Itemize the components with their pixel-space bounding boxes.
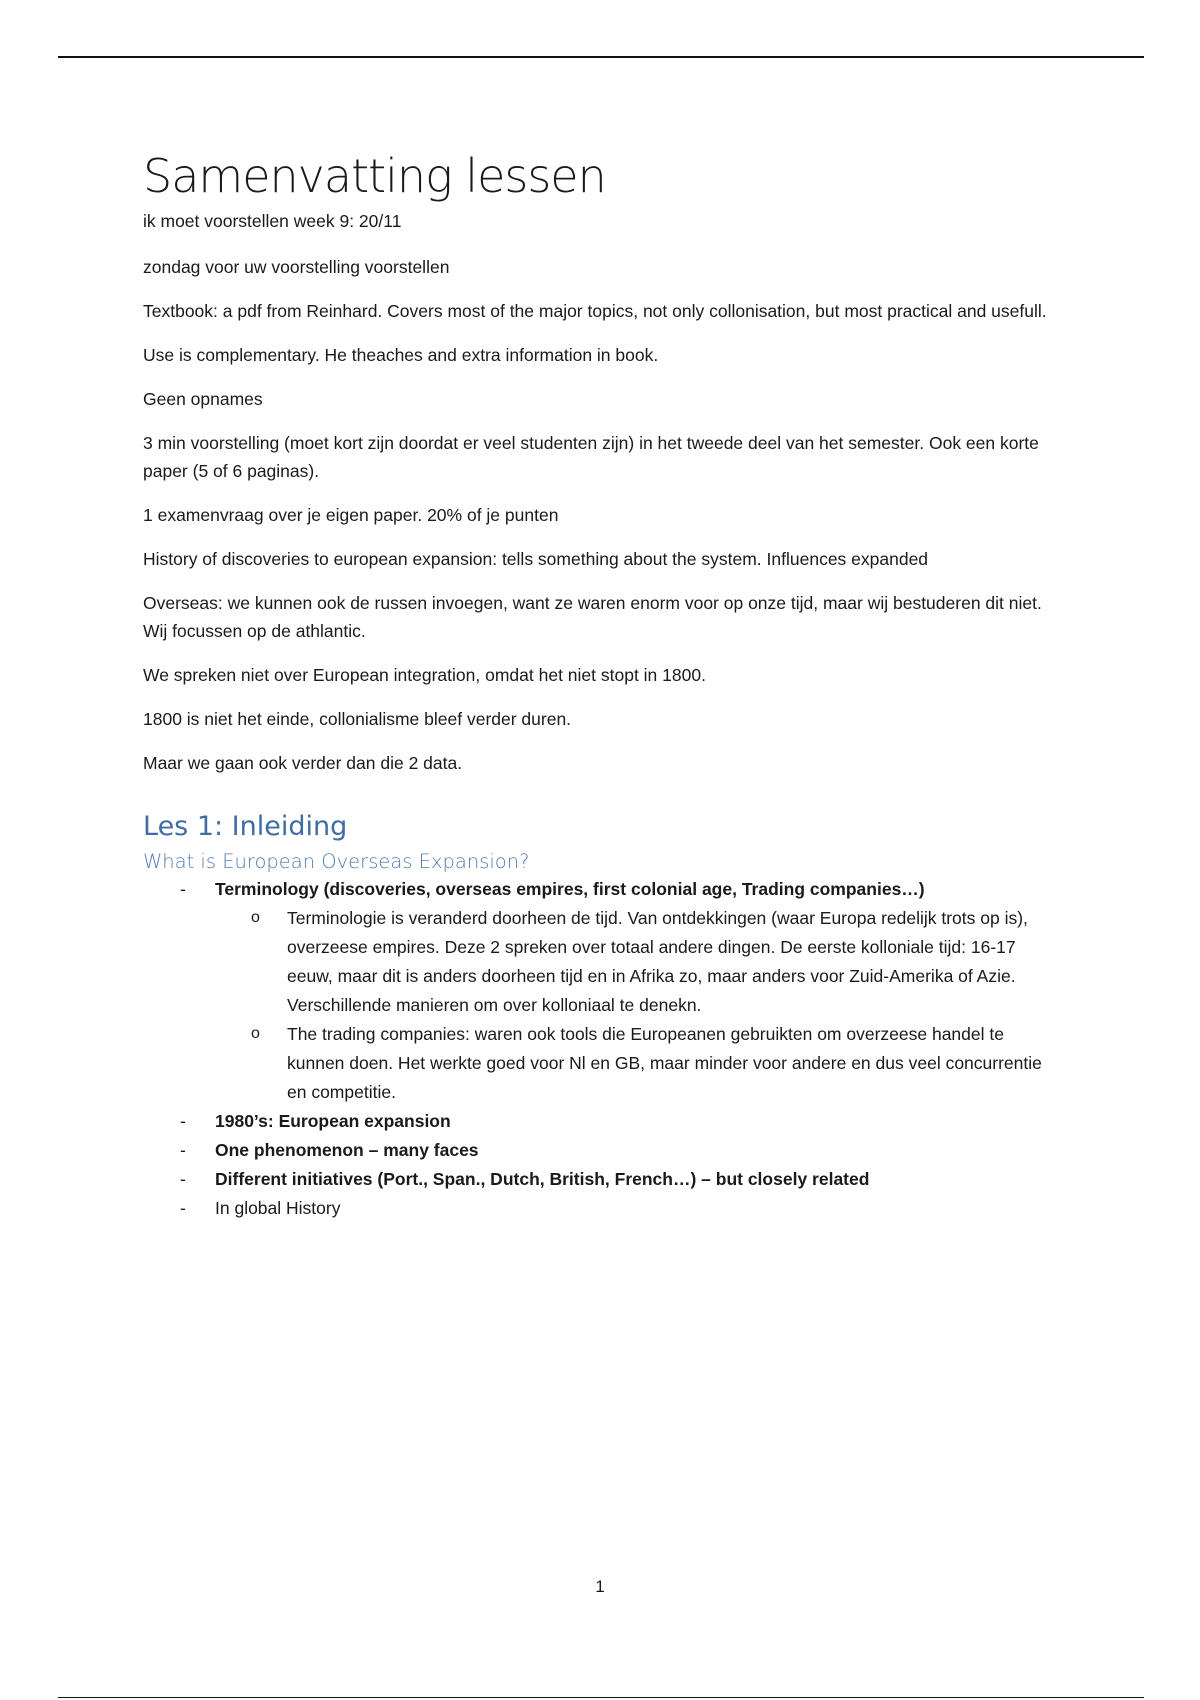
paragraph: Textbook: a pdf from Reinhard. Covers most of the major topics, not only collonisation, but most practical and usefull. [143, 300, 1047, 321]
list-item-text: Terminology (discoveries, overseas empires, first colonial age, Trading companies…) [215, 878, 925, 899]
list-item [143, 1107, 1063, 1136]
section-subheading: What is European Overseas Expansion? [143, 849, 530, 873]
list-item [143, 1194, 1063, 1223]
list-item-text: 1980’s: European expansion [215, 1110, 451, 1131]
paragraph: History of discoveries to european expansion: tells something about the system. Influences expanded [143, 548, 929, 569]
list-item [143, 1165, 1063, 1194]
list-item [143, 875, 1063, 1107]
footer-rule [58, 1697, 1144, 1698]
sub-list-item: o Terminologie is veranderd doorheen de tijd. Van ontdekkingen (waar Europa redelijk trots op is), overzeese empires. Deze 2 spreken over totaal andere dingen. De eerste kolloniale tijd: 16-17 eeuw, maar dit is anders doorheen tijd en in Afrika zo, maar anders voor Zuid-Amerika of Azie. Verschillende manieren om over kolloniaal te denekn. [215, 904, 1063, 1020]
paragraph: zondag voor uw voorstelling voorstellen [143, 256, 450, 277]
list-item-text: One phenomenon – many faces [215, 1139, 479, 1160]
list-item-text: Different initiatives (Port., Span., Dutch, British, French…) – but closely related [215, 1168, 870, 1189]
page-number: 1 [595, 1577, 605, 1596]
paragraph: Maar we gaan ook verder dan die 2 data. [143, 752, 463, 773]
paragraph: Geen opnames [143, 388, 263, 409]
page-title: Samenvatting lessen [143, 149, 606, 203]
bullet-list [143, 875, 1063, 1223]
paragraph: Use is complementary. He theaches and extra information in book. [143, 344, 659, 365]
paragraph: 1 examenvraag over je eigen paper. 20% of je punten [143, 504, 559, 525]
header-rule [58, 56, 1144, 58]
section-heading: Les 1: Inleiding [143, 810, 348, 842]
paragraph: We spreken niet over European integration, omdat het niet stopt in 1800. [143, 664, 706, 685]
list-item [143, 1136, 1063, 1165]
list-item-text: In global History [215, 1197, 341, 1218]
subtitle: ik moet voorstellen week 9: 20/11 [143, 210, 402, 231]
paragraph: 3 min voorstelling (moet kort zijn doordat er veel studenten zijn) in het tweede deel van het semester. Ook een korte paper (5 of 6 paginas). [143, 432, 1039, 481]
paragraph: Overseas: we kunnen ook de russen invoegen, want ze waren enorm voor op onze tijd, maar wij bestuderen dit niet. Wij focussen op de athlantic. [143, 592, 1042, 641]
document-body [143, 150, 1063, 1223]
paragraph: 1800 is niet het einde, collonialisme bleef verder duren. [143, 708, 572, 729]
sub-list-item: o The trading companies: waren ook tools die Europeanen gebruikten om overzeese handel te kunnen doen. Het werkte goed voor Nl en GB, maar minder voor andere en dus veel concurrentie en competitie. [215, 1020, 1063, 1107]
sub-bullet-list [215, 904, 1063, 1107]
